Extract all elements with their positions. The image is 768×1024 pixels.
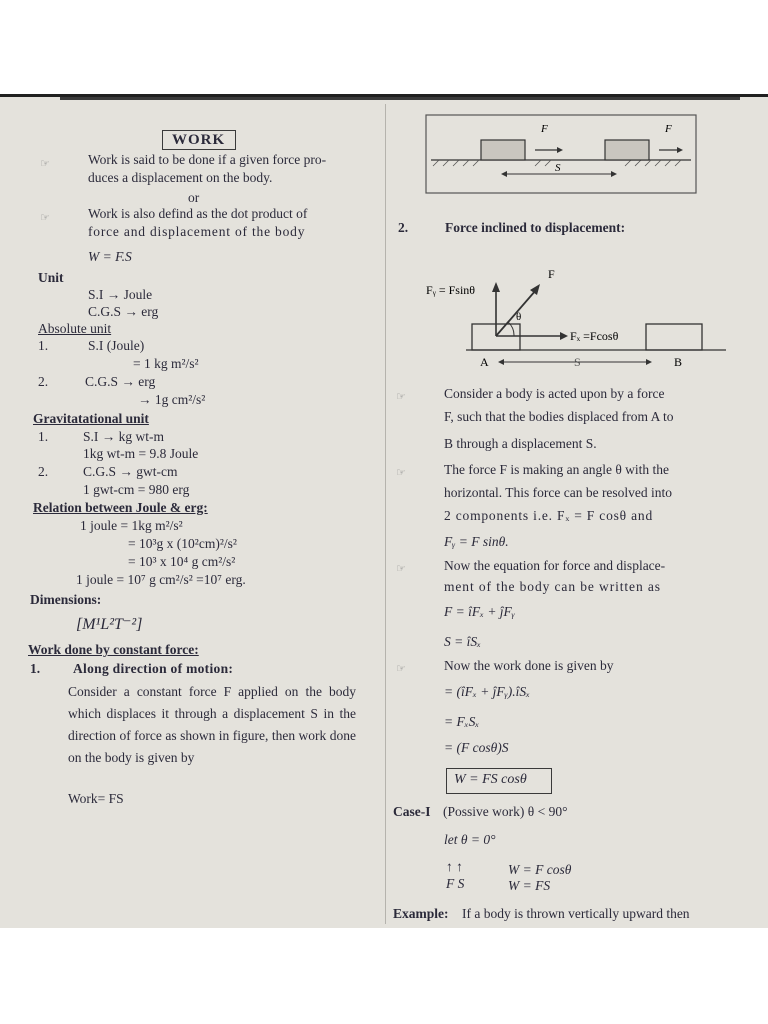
relation-line-1: 1 joule = 1kg m²/s²	[80, 518, 183, 533]
gravitational-unit-heading: Gravitatational unit	[33, 411, 149, 426]
abs-item-1-value: = 1 kg m²/s²	[133, 356, 199, 371]
displacement-vector-equation: S = îSₓ	[444, 634, 481, 649]
fig2-fy-label: Fᵧ = Fsinθ	[426, 283, 476, 297]
unit-cgs: C.G.S → erg	[88, 304, 159, 319]
abs-item-1-label: S.I (Joule)	[88, 338, 145, 353]
paragraph-2-line-3: 2 components i.e. Fₓ = F cosθ and	[444, 508, 654, 523]
work-formula-1: W = F cosθ	[508, 862, 572, 877]
fig1-displacement-label: S	[555, 162, 561, 174]
work-step-1: = (îFₓ + ĵFᵧ).îSₓ	[444, 684, 530, 699]
relation-line-4: 1 joule = 10⁷ g cm²/s² =10⁷ erg.	[76, 572, 246, 587]
force-vector-equation: F = îFₓ + ĵFᵧ	[444, 604, 515, 619]
page-title: WORK	[172, 132, 226, 148]
along-paragraph: Consider a constant force F applied on the body which displaces it through a displacement S in the direction of force as shown in figure, then work done on the body is given by	[68, 684, 356, 765]
fig2-fx-label: Fₓ =Fcosθ	[570, 329, 619, 343]
fig2-theta-label: θ	[516, 311, 522, 323]
definition-1-line-1: Work is said to be done if a given force pro-	[88, 152, 327, 167]
absolute-unit-heading: Absolute unit	[38, 321, 112, 336]
bullet-icon: ☞	[396, 562, 406, 575]
force-displacement-symbols: F S	[446, 876, 465, 891]
abs-item-2-value: → 1g cm²/s²	[138, 392, 206, 407]
grav-item-1-number: 1.	[38, 429, 49, 444]
dimensions-heading: Dimensions:	[30, 592, 102, 607]
fig1-force-label-2: F	[665, 123, 672, 135]
or-text: or	[188, 190, 200, 205]
example-text: If a body is thrown vertically upward then	[462, 906, 690, 921]
bullet-icon: ☞	[40, 157, 50, 170]
grav-item-2-value: 1 gwt-cm = 980 erg	[83, 482, 190, 497]
bullet-icon: ☞	[396, 390, 406, 403]
paragraph-2-line-2: horizontal. This force can be resolved into	[444, 485, 673, 500]
relation-line-2: = 10³g x (10²cm)²/s²	[128, 536, 237, 551]
paragraph-4: Now the work done is given by	[444, 658, 614, 673]
paragraph-3-line-2: ment of the body can be written as	[444, 579, 661, 594]
unit-heading: Unit	[38, 270, 64, 285]
paragraph-2-line-4: Fᵧ = F sinθ.	[444, 534, 509, 549]
work-equation: Work= FS	[68, 791, 124, 806]
let-theta: let θ = 0°	[444, 832, 496, 847]
fig2-point-a: A	[480, 355, 489, 369]
relation-line-3: = 10³ x 10⁴ g cm²/s²	[128, 554, 236, 569]
dimension-formula: [M¹L²T⁻²]	[76, 616, 143, 633]
unit-si: S.I → Joule	[88, 287, 153, 302]
fig1-force-label-1: F	[541, 123, 548, 135]
fig2-force-label: F	[548, 267, 555, 281]
definition-1-line-2: duces a displacement on the body.	[88, 170, 273, 185]
column-divider	[385, 104, 386, 924]
relation-heading: Relation between Joule & erg:	[33, 500, 208, 515]
definition-2-line-2: force and displacement of the body	[88, 224, 306, 239]
work-step-2: = FₓSₓ	[444, 714, 480, 729]
page-top-rule-2	[60, 97, 740, 100]
case-1-label: Case-I	[393, 804, 431, 819]
work-formula-2: W = FS	[508, 878, 551, 893]
paragraph-1-line-1: Consider a body is acted upon by a force	[444, 386, 665, 401]
grav-item-1-label: S.I → kg wt-m	[83, 429, 164, 444]
figure-inclined-force	[420, 266, 730, 371]
parallel-arrows: ↑ ↑	[446, 859, 463, 874]
paragraph-1-line-2: F, such that the bodies displaced from A to	[444, 409, 674, 424]
fig2-displacement-label: S	[574, 355, 581, 369]
section-2-number: 2.	[398, 220, 409, 235]
grav-item-1-value: 1kg wt-m = 9.8 Joule	[83, 446, 199, 461]
along-number: 1.	[30, 661, 41, 676]
abs-item-2-number: 2.	[38, 374, 49, 389]
paragraph-1-line-3: B through a displacement S.	[444, 436, 597, 451]
bullet-icon: ☞	[396, 662, 406, 675]
along-heading: Along direction of motion:	[73, 661, 234, 676]
section-2-heading: Force inclined to displacement:	[445, 220, 626, 235]
work-formula: W = F.S	[88, 249, 132, 264]
grav-item-2-number: 2.	[38, 464, 49, 479]
work-result: W = FS cosθ	[454, 772, 527, 787]
bullet-icon: ☞	[396, 466, 406, 479]
fig2-point-b: B	[674, 355, 683, 369]
abs-item-1-number: 1.	[38, 338, 49, 353]
paragraph-2-line-1: The force F is making an angle θ with the	[444, 462, 670, 477]
work-step-3: = (F cosθ)S	[444, 740, 509, 755]
case-1-text: (Possive work) θ < 90°	[443, 804, 568, 819]
definition-2-line-1: Work is also defind as the dot product of	[88, 206, 308, 221]
paragraph-3-line-1: Now the equation for force and displace-	[444, 558, 666, 573]
grav-item-2-label: C.G.S → gwt-cm	[83, 464, 178, 479]
abs-item-2-label: C.G.S → erg	[85, 374, 156, 389]
constant-force-heading: Work done by constant force:	[28, 642, 199, 657]
example-label: Example:	[393, 906, 449, 921]
textbook-page	[0, 94, 768, 928]
figure-along-motion	[425, 114, 697, 194]
bullet-icon: ☞	[40, 211, 50, 224]
